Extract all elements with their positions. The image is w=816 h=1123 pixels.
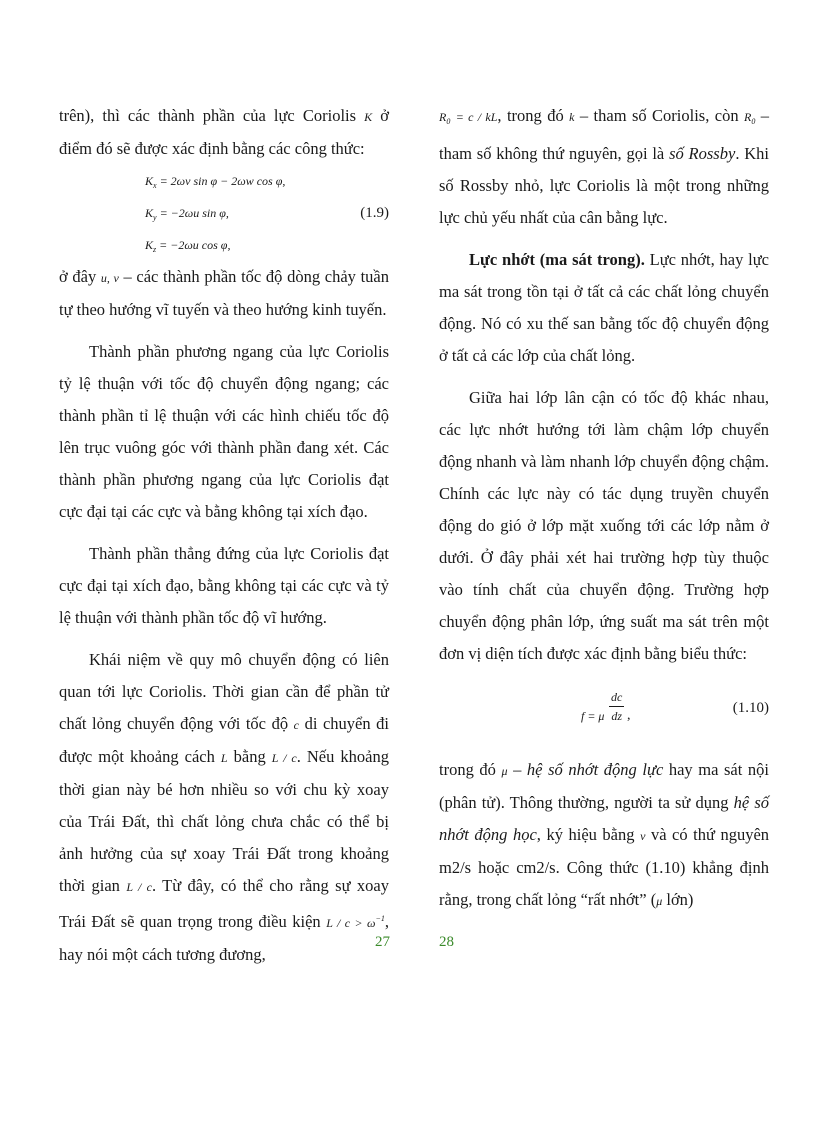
symbol: R bbox=[744, 110, 752, 124]
text-run: ở điểm đó sẽ được xác định bằng các công thức: bbox=[59, 106, 389, 158]
formula-1-10 bbox=[439, 680, 769, 744]
paragraph-horizontal-component: Thành phần phương ngang của lực Coriolis tỷ lệ thuận với tốc độ chuyển động ngang; các thành phần tỉ lệ thuận với các hình chiếu tốc độ lên trục vuông góc với thành phần đang xét. Các thành phần phương ngang của lực Coriolis đạt cực đại tại các cực và bằng không tại xích đạo. bbox=[59, 342, 389, 521]
math-condition bbox=[326, 916, 385, 930]
page-number-right: 28 bbox=[439, 934, 454, 950]
paragraph-rossby bbox=[439, 100, 769, 234]
text-run: – bbox=[513, 760, 522, 779]
text-run: – tham số không thứ nguyên, gọi là bbox=[439, 106, 770, 163]
subscript: 0 bbox=[446, 117, 451, 126]
text-run: trên), thì các thành phần của lực Coriolis bbox=[59, 106, 357, 125]
formula-line-ky bbox=[59, 197, 389, 229]
formula-lhs: f = μ bbox=[581, 709, 605, 723]
numerator: dc bbox=[609, 688, 624, 707]
section-heading-viscous: Lực nhớt (ma sát trong). bbox=[469, 250, 645, 269]
symbol: K bbox=[145, 174, 154, 188]
term-rossby-number: số Rossby bbox=[669, 144, 736, 163]
left-page-column bbox=[59, 100, 389, 971]
text-run: . Nếu khoảng thời gian này bé hơn nhiều so với chu kỳ xoay của Trái Đất, thì chất lỏng chưa chắc có thể bị ảnh hưởng của sự xoay Trái Đất trong khoảng thời gian bbox=[59, 747, 389, 895]
math-L: L bbox=[220, 751, 228, 765]
math-rossby-eq: = c / kL bbox=[455, 110, 498, 124]
math-mu: μ bbox=[656, 894, 663, 908]
math-nu: ν bbox=[640, 829, 646, 843]
term-dynamic-viscosity: hệ số nhớt động lực bbox=[526, 760, 664, 779]
fraction-dc-dz bbox=[609, 688, 624, 725]
formula-rhs: = 2ωv sin φ − 2ωw cos φ, bbox=[159, 174, 286, 188]
formula-1-9 bbox=[59, 165, 389, 261]
text-run: , trong đó bbox=[497, 106, 564, 125]
text-run: di chuyển đi được một khoảng cách bbox=[59, 714, 390, 766]
paragraph-coriolis-components bbox=[59, 100, 389, 165]
page-number-left: 27 bbox=[375, 934, 390, 950]
text-run: – tham số Coriolis, còn bbox=[579, 106, 739, 125]
subscript: z bbox=[153, 245, 157, 254]
paragraph-vertical-component: Thành phần thẳng đứng của lực Coriolis đạt cực đại tại xích đạo, bằng không tại các cực và tỷ lệ thuận với thành phần tốc độ vĩ hướng. bbox=[59, 544, 389, 627]
text-run: hay ma sát nội (phân tử). Thông thường, người ta sử dụng bbox=[439, 760, 769, 812]
text-run: , hay nói một cách tương đương, bbox=[59, 912, 390, 964]
subscript: 0 bbox=[751, 117, 756, 126]
paragraph-viscosity-coefficients bbox=[439, 754, 769, 917]
text-run: Lực nhớt, hay lực ma sát trong tồn tại ở tất cả các chất lỏng chuyển động. Nó có xu thế san bằng tốc độ chuyển động ở tất cả các lớp của chất lỏng. bbox=[439, 250, 769, 365]
text-run: Khái niệm về quy mô chuyển động có liên quan tới lực Coriolis. Thời gian cần để phần tử chất lỏng chuyển động với tốc độ bbox=[59, 650, 389, 733]
text-run: . Khi số Rossby nhỏ, lực Coriolis là một trong những lực chủ yếu nhất của cân bằng lực. bbox=[439, 144, 769, 227]
paragraph-motion-scale bbox=[59, 644, 389, 971]
paragraph-uv-definition bbox=[59, 261, 389, 326]
text-run: – các thành phần tốc độ dòng chảy tuần tự theo hướng vĩ tuyến và theo hướng kinh tuyến. bbox=[59, 267, 389, 319]
formula-rhs: = −2ωu cos φ, bbox=[159, 238, 231, 252]
symbol: K bbox=[145, 238, 154, 252]
math-condition-base: L / c > ω bbox=[326, 916, 376, 930]
right-page-column bbox=[439, 100, 769, 917]
equation-number: (1.10) bbox=[732, 700, 769, 716]
subscript: y bbox=[153, 213, 157, 222]
equation-number: (1.9) bbox=[360, 205, 389, 221]
text-run: trong đó bbox=[439, 760, 496, 779]
text-run: . Từ đây, có thể cho rằng sự xoay Trái Đất sẽ quan trọng trong điều kiện bbox=[59, 876, 389, 931]
text-run: và có thứ nguyên m2/s hoặc cm2/s. Công thức (1.10) khẳng định rằng, trong chất lỏng “rất nhớt” ( bbox=[439, 825, 770, 909]
text-run: , ký hiệu bằng bbox=[536, 825, 635, 844]
math-c: c bbox=[293, 718, 299, 732]
formula-line-kx bbox=[59, 165, 389, 197]
math-k: k bbox=[569, 110, 575, 124]
symbol: K bbox=[145, 206, 154, 220]
paragraph-viscous-force bbox=[439, 244, 769, 372]
math-mu: μ bbox=[501, 764, 508, 778]
math-L-over-c: L / c bbox=[126, 880, 152, 894]
term-kinematic-viscosity: hệ số nhớt động học bbox=[439, 793, 769, 844]
formula-kz bbox=[145, 229, 230, 266]
paragraph-layers: Giữa hai lớp lân cận có tốc độ khác nhau, các lực nhớt hướng tới làm chậm lớp chuyển động nhanh và làm nhanh lớp chuyển động chậm. Chính các lực này có tác dụng truyền chuyển động do gió ở lớp mặt xuống tới các lớp nằm ở dưới. Ở đây phải xét hai trường hợp tùy thuộc vào tính chất của chuyển động. Trường hợp chuyển động phân lớp, ứng suất ma sát trên một đơn vị diện tích được xác định bằng biểu thức: bbox=[439, 388, 769, 663]
superscript: −1 bbox=[375, 914, 385, 923]
math-K: K bbox=[364, 110, 373, 124]
formula-rhs: = −2ωu sin φ, bbox=[159, 206, 229, 220]
text-run: ở đây bbox=[59, 267, 97, 286]
text-run: bằng bbox=[233, 747, 266, 766]
subscript: x bbox=[153, 181, 157, 190]
formula-line-kz bbox=[59, 229, 389, 261]
math-R0 bbox=[744, 110, 755, 124]
text-run: lớn) bbox=[666, 890, 694, 909]
symbol: R bbox=[439, 110, 447, 124]
math-uv: u, v bbox=[100, 271, 119, 285]
formula-comma: , bbox=[627, 708, 631, 723]
denominator: dz bbox=[611, 709, 622, 723]
math-L-over-c: L / c bbox=[271, 751, 297, 765]
math-R0 bbox=[439, 110, 450, 124]
